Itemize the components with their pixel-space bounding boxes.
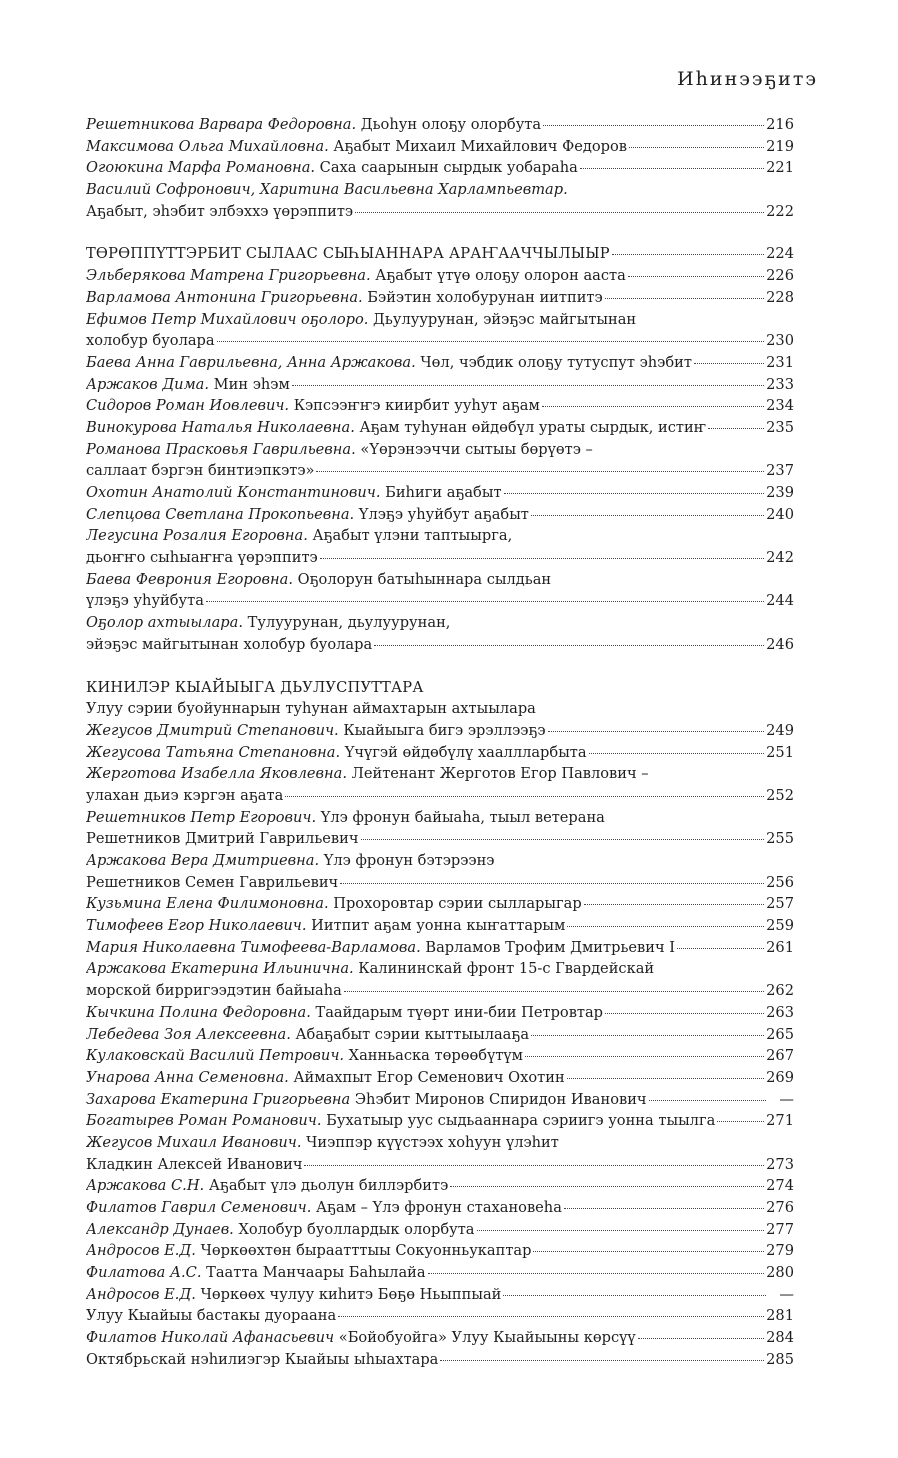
section-heading[interactable]: [86, 243, 794, 265]
entry-title: Ханньаска төрөөбүтүм: [344, 1047, 523, 1065]
dot-leader: [340, 883, 764, 884]
entry-title: Решетников Дмитрий Гаврильевич: [86, 830, 359, 848]
entry-text: [86, 1327, 636, 1349]
page-number: 242: [766, 549, 794, 567]
entry-title: Чөл, чэбдик олоҕу тутуспут эһэбит: [415, 353, 692, 371]
dot-leader: [543, 125, 764, 126]
toc-entry[interactable]: [86, 1197, 794, 1219]
toc-entry[interactable]: [86, 807, 794, 829]
entry-title: Дьулуурунан, эйэҕэс майгытынан: [368, 310, 637, 328]
entry-text: [86, 330, 215, 352]
dot-leader: [292, 385, 764, 386]
toc-entry[interactable]: [86, 958, 794, 980]
entry-text: [86, 698, 536, 720]
page-number: 231: [766, 353, 794, 371]
dot-leader: [531, 1035, 764, 1036]
running-head: Иһинээҕитэ: [677, 68, 818, 90]
entry-title: Саха саарынын сырдык уобараһа: [315, 159, 578, 177]
entry-title: «Үөрэнээччи сытыы бөрүөтэ –: [355, 440, 593, 458]
page-number: 255: [766, 830, 794, 848]
entry-text: [86, 136, 627, 158]
entry-author: Филатов Гаврил Семенович.: [86, 1199, 312, 1216]
entry-text: [86, 569, 551, 591]
page-number: 222: [766, 202, 794, 220]
entry-author: Аржакова С.Н.: [86, 1177, 205, 1195]
section-spacer: [86, 656, 794, 677]
entry-text: [86, 1197, 562, 1219]
page-number: 271: [766, 1112, 794, 1130]
toc-entry[interactable]: [86, 1240, 794, 1262]
entry-title: Варламов Трофим Дмитрьевич I: [420, 938, 676, 956]
toc-entry[interactable]: [86, 1154, 794, 1176]
toc-entry[interactable]: [86, 1067, 794, 1089]
entry-text: [86, 1219, 475, 1241]
page-number: 263: [766, 1003, 794, 1021]
entry-title: Мин эһэм: [209, 375, 290, 393]
entry-title: Биһиги аҕабыт: [380, 484, 502, 501]
page-number: 228: [766, 288, 794, 306]
dot-leader: [612, 254, 764, 255]
entry-title: Таатта Манчаары Баһылайа: [201, 1264, 426, 1282]
toc-entry[interactable]: [86, 893, 794, 915]
section-spacer: [86, 222, 794, 243]
entry-text: [86, 395, 540, 417]
dot-leader: [708, 428, 764, 429]
toc-entry[interactable]: [86, 872, 794, 894]
entry-title: Аҕабыт үлэ дьолун биллэрбитэ: [204, 1177, 449, 1195]
entry-text: [86, 1024, 529, 1046]
entry-text: [86, 1175, 448, 1197]
entry-author: Оҕолор ахтыылара.: [86, 614, 243, 632]
entry-title: «Бойобуойга» Улуу Кыайыыны көрсүү: [334, 1329, 636, 1347]
entry-title: Лейтенант Жерготов Егор Павлович –: [347, 765, 649, 783]
entry-author: Огоюкина Марфа Романовна.: [86, 159, 316, 177]
entry-text: [86, 1240, 531, 1262]
toc-entry[interactable]: [86, 1262, 794, 1284]
entry-title: Аҕабыт үлэни таптыырга,: [307, 527, 513, 545]
page-number: 221: [766, 159, 794, 177]
entry-author: Богатырев Роман Романович.: [86, 1112, 322, 1130]
entry-title: Үлэ фронун байыаһа, тыыл ветерана: [316, 808, 605, 826]
toc-entry[interactable]: [86, 157, 794, 179]
entry-title: морской бирригээдэтин байыаһа: [86, 982, 342, 1000]
entry-text: [86, 915, 565, 937]
entry-title: Аҕабыт, эһэбит элбэххэ үөрэппитэ: [86, 202, 354, 220]
page-number: —: [779, 1285, 794, 1303]
entry-author: Решетникова Варвара Федоровна.: [86, 116, 357, 133]
dot-leader: [316, 471, 764, 472]
toc-entry[interactable]: [86, 482, 794, 504]
entry-text: [86, 590, 204, 612]
page-number: 240: [766, 505, 794, 523]
entry-text: [86, 720, 546, 742]
page-number: 285: [766, 1350, 794, 1368]
toc-entry[interactable]: [86, 1327, 794, 1349]
entry-title: Бэйэтин холобурунан иитпитэ: [362, 288, 603, 306]
page-number: 274: [766, 1177, 794, 1195]
page-number: 252: [766, 786, 794, 804]
dot-leader: [605, 1013, 764, 1014]
page-number: 235: [766, 418, 794, 436]
toc-entry[interactable]: [86, 1024, 794, 1046]
page-number: 273: [766, 1155, 794, 1173]
toc-entry[interactable]: [86, 828, 794, 850]
page-number: 246: [766, 635, 794, 653]
entry-title: Аҕам – Үлэ фронун стахановеһа: [311, 1199, 562, 1216]
entry-text: [86, 265, 626, 287]
entry-title: үлэҕэ уһуйбута: [86, 592, 204, 610]
toc-entry[interactable]: [86, 1089, 794, 1111]
toc-entry[interactable]: [86, 1045, 794, 1067]
section-heading[interactable]: [86, 677, 794, 699]
entry-text: [86, 504, 529, 526]
dot-leader: [374, 645, 764, 646]
toc-entry[interactable]: [86, 763, 794, 785]
dot-leader: [217, 341, 765, 342]
dot-leader: [589, 753, 765, 754]
dot-leader: [503, 1295, 766, 1296]
entry-text: [86, 677, 424, 699]
entry-text: [86, 157, 578, 179]
entry-author: Баева Феврония Егоровна.: [86, 570, 293, 588]
dot-leader: [531, 515, 764, 516]
entry-text: [86, 460, 314, 482]
entry-author: Андросов Е.Д.: [86, 1285, 196, 1303]
toc-entry[interactable]: [86, 352, 794, 374]
entry-author: Кычкина Полина Федоровна.: [86, 1003, 311, 1021]
page-number: 234: [766, 397, 794, 415]
entry-text: [86, 309, 636, 331]
entry-author: Эльберякова Матрена Григорьевна.: [86, 267, 371, 285]
dot-leader: [361, 839, 765, 840]
toc-entry[interactable]: [86, 374, 794, 396]
entry-title: Бухатыыр уус сыдьааннара сэриигэ уонна тыылга: [321, 1112, 716, 1130]
page-number: 279: [766, 1242, 794, 1260]
dot-leader: [628, 276, 764, 277]
toc-entry[interactable]: [86, 720, 794, 742]
entry-author: Аржакова Вера Дмитриевна.: [86, 852, 320, 869]
entry-author: Унарова Анна Семеновна.: [86, 1068, 289, 1086]
entry-author: Жерготова Изабелла Яковлевна.: [86, 765, 348, 783]
dot-leader: [320, 558, 764, 559]
dot-leader: [504, 493, 765, 494]
entry-text: [86, 1284, 501, 1306]
dot-leader: [440, 1360, 764, 1361]
page-number: 249: [766, 721, 794, 739]
toc-entry[interactable]: [86, 1284, 794, 1306]
entry-text: [86, 1349, 438, 1371]
entry-author: Винокурова Наталья Николаевна.: [86, 418, 355, 436]
page-number: 262: [766, 982, 794, 1000]
entry-text: [86, 1067, 565, 1089]
toc-entry[interactable]: [86, 136, 794, 158]
entry-title: Кыайыыга бигэ эрэллээҕэ: [338, 721, 546, 739]
entry-text: [86, 893, 582, 915]
entry-text: [86, 547, 318, 569]
entry-author: Жегусов Дмитрий Степанович.: [86, 721, 339, 739]
entry-title: Эһэбит Миронов Спиридон Иванович: [350, 1090, 647, 1108]
entry-author: Жегусова Татьяна Степановна.: [86, 743, 341, 761]
entry-title: Таайдарым түөрт ини-бии Петровтар: [310, 1003, 604, 1021]
dot-leader: [677, 948, 764, 949]
toc-entry[interactable]: [86, 525, 794, 547]
entry-author: Андросов Е.Д.: [86, 1242, 196, 1260]
entry-title: Прохоровтар сэрии сылларыгар: [328, 895, 582, 913]
toc-entry[interactable]: [86, 201, 794, 223]
page-number: 256: [766, 873, 794, 891]
toc-entry[interactable]: [86, 1132, 794, 1154]
entry-text: [86, 958, 654, 980]
page-number: 239: [766, 484, 794, 501]
entry-author: Романова Прасковья Гаврильевна.: [86, 440, 356, 458]
entry-author: Филатов Николай Афанасьевич: [86, 1329, 335, 1347]
dot-leader: [605, 298, 764, 299]
page-number: 257: [766, 895, 794, 913]
dot-leader: [649, 1100, 766, 1101]
entry-author: Варламова Антонина Григорьевна.: [86, 288, 363, 306]
entry-author: Охотин Анатолий Константинович.: [86, 484, 381, 501]
toc-entry[interactable]: [86, 590, 794, 612]
toc-entry[interactable]: [86, 309, 794, 331]
entry-text: [86, 1154, 302, 1176]
entry-title: эйэҕэс майгытынан холобур буолара: [86, 635, 373, 653]
entry-title: Аҕабыт үтүө олоҕу олорон ааста: [370, 267, 626, 285]
entry-title: Иитпит аҕам уонна кыҥаттарым: [306, 917, 566, 935]
entry-text: [86, 201, 353, 223]
entry-text: [86, 1045, 523, 1067]
page-number: 284: [766, 1329, 794, 1347]
entry-text: [86, 872, 338, 894]
entry-text: [86, 937, 675, 959]
entry-text: [86, 612, 450, 634]
entry-author: Кулаковскай Василий Петрович.: [86, 1047, 345, 1065]
entry-title: Аҕабыт Михаил Михайлович Федоров: [328, 137, 627, 155]
dot-leader: [344, 991, 764, 992]
toc-entry[interactable]: [86, 1349, 794, 1371]
page-number: 224: [766, 245, 794, 263]
entry-text: [86, 807, 605, 829]
entry-text: [86, 1132, 559, 1154]
entry-text: [86, 1262, 426, 1284]
entry-text: [86, 417, 706, 439]
dot-leader: [304, 1165, 764, 1166]
entry-title: Үчүгэй өйдөбүлү хааллларбыта: [340, 743, 587, 761]
entry-text: [86, 1305, 336, 1327]
entry-author: Мария Николаевна Тимофеева-Варламова.: [86, 938, 421, 956]
entry-text: [86, 763, 649, 785]
entry-author: Жегусов Михаил Иванович.: [86, 1133, 302, 1151]
entry-title: Чөркөөхтөн быраатттыы Сокуонньукаптар: [195, 1242, 532, 1260]
toc-entry[interactable]: [86, 287, 794, 309]
entry-author: Решетников Петр Егорович.: [86, 808, 317, 826]
entry-text: [86, 243, 610, 265]
entry-title: холобур буолара: [86, 332, 215, 350]
toc-entry[interactable]: [86, 1110, 794, 1132]
entry-text: [86, 114, 541, 136]
entry-text: [86, 828, 359, 850]
page-number: 259: [766, 917, 794, 935]
entry-author: Филатова А.С.: [86, 1264, 202, 1282]
dot-leader: [694, 363, 764, 364]
entry-title: Абаҕабыт сэрии кыттыылааҕа: [290, 1025, 530, 1043]
entry-title: Тулуурунан, дьулуурунан,: [242, 614, 451, 632]
dot-leader: [206, 601, 764, 602]
toc-entry[interactable]: [86, 417, 794, 439]
page-number: 280: [766, 1264, 794, 1282]
entry-title: Чөркөөх чулуу киһитэ Бөҕө Ньыппыай: [195, 1285, 502, 1303]
page-number: 219: [766, 137, 794, 155]
entry-title: Кэпсээҥҥэ киирбит ууһут аҕам: [289, 397, 540, 415]
entry-text: [86, 374, 290, 396]
page-number: —: [779, 1090, 794, 1108]
entry-text: [86, 850, 494, 872]
dot-leader: [477, 1230, 765, 1231]
page-number: 265: [766, 1025, 794, 1043]
toc-entry[interactable]: [86, 937, 794, 959]
dot-leader: [285, 796, 764, 797]
dot-leader: [450, 1186, 764, 1187]
entry-author: Аржаков Дима.: [86, 375, 210, 393]
entry-text: [86, 482, 502, 504]
entry-title: Решетников Семен Гаврильевич: [86, 873, 339, 891]
entry-text: [86, 785, 283, 807]
entry-title: Холобур буоллардык олорбута: [233, 1220, 475, 1238]
entry-author: Кузьмина Елена Филимоновна.: [86, 895, 329, 913]
entry-author: Баева Анна Гаврильевна, Анна Аржакова.: [86, 353, 416, 371]
entry-text: [86, 1002, 603, 1024]
toc-entry[interactable]: [86, 1219, 794, 1241]
toc-entry[interactable]: [86, 114, 794, 136]
entry-author: Аржакова Екатерина Ильинична.: [86, 960, 354, 978]
entry-author: Захарова Екатерина Григорьевна: [86, 1090, 351, 1108]
dot-leader: [564, 1208, 764, 1209]
entry-author: Тимофеев Егор Николаевич.: [86, 917, 307, 935]
dot-leader: [580, 168, 764, 169]
page-number: 261: [766, 938, 794, 956]
toc-entry[interactable]: [86, 1175, 794, 1197]
toc-entry[interactable]: [86, 330, 794, 352]
entry-text: [86, 742, 587, 764]
page-number: 269: [766, 1068, 794, 1086]
dot-leader: [638, 1338, 765, 1339]
dot-leader: [525, 1056, 764, 1057]
toc-entry[interactable]: [86, 547, 794, 569]
dot-leader: [548, 731, 765, 732]
entry-title: Улуу сэрии буойуннарын туһунан аймахтарын ахтыылара: [86, 700, 536, 718]
entry-title: улахан дьиэ кэргэн аҕата: [86, 786, 284, 804]
dot-leader: [533, 1251, 764, 1252]
section-title: ТӨРӨППҮТТЭРБИТ СЫЛААС СЫҺЫАННАРА АРАҤААЧЧЫЛЫЫР: [86, 245, 610, 263]
entry-title: Оҕолорун батыһыннара сылдьан: [292, 570, 552, 588]
toc-entry[interactable]: [86, 179, 794, 201]
entry-title: Дьоһун олоҕу олорбута: [356, 116, 542, 133]
page-number: 251: [766, 743, 794, 761]
entry-title: Кладкин Алексей Иванович: [86, 1155, 303, 1173]
entry-title: Үлэ фронун бэтэрээнэ: [319, 852, 495, 869]
entry-text: [86, 439, 593, 461]
entry-text: [86, 525, 512, 547]
page-number: 281: [766, 1307, 794, 1325]
toc-entry[interactable]: [86, 742, 794, 764]
dot-leader: [338, 1316, 764, 1317]
toc-entry[interactable]: [86, 634, 794, 656]
dot-leader: [584, 904, 764, 905]
toc-entry[interactable]: [86, 980, 794, 1002]
entry-title: Аймахпыт Егор Семенович Охотин: [288, 1068, 565, 1086]
entry-author: Сидоров Роман Иовлевич.: [86, 397, 290, 415]
page-number: 244: [766, 592, 794, 610]
toc-entry[interactable]: [86, 395, 794, 417]
page-number: 226: [766, 267, 794, 285]
entry-author: Лебедева Зоя Алексеевна.: [86, 1025, 291, 1043]
toc-entry[interactable]: [86, 785, 794, 807]
entry-author: Ефимов Петр Михайлович оҕолоро.: [86, 310, 369, 328]
entry-title: Чиэппэр күүстээх хоһуун үлэһит: [301, 1133, 559, 1151]
toc-entry[interactable]: [86, 569, 794, 591]
entry-author: Александр Дунаев.: [86, 1220, 234, 1238]
entry-text: [86, 634, 372, 656]
entry-title: дьоҥҥо сыһыаҥҥа үөрэппитэ: [86, 549, 318, 567]
dot-leader: [629, 147, 764, 148]
entry-title: саллаат бэргэн бинтиэпкэтэ»: [86, 462, 315, 480]
page-number: 230: [766, 332, 794, 350]
entry-title: Үлэҕэ уһуйбут аҕабыт: [354, 505, 529, 523]
toc-entry[interactable]: [86, 698, 794, 720]
toc-entry[interactable]: [86, 460, 794, 482]
entry-text: [86, 179, 568, 201]
entry-title: Октябрьскай нэһилиэгэр Кыайыы ыһыахтара: [86, 1350, 439, 1368]
dot-leader: [567, 1078, 764, 1079]
dot-leader: [717, 1121, 764, 1122]
entry-text: [86, 1110, 715, 1132]
page-number: 237: [766, 462, 794, 480]
entry-text: [86, 287, 603, 309]
entry-author: Слепцова Светлана Прокопьевна.: [86, 505, 355, 523]
toc-entry[interactable]: [86, 612, 794, 634]
page-number: 276: [766, 1199, 794, 1216]
entry-author: Василий Софронович, Харитина Васильевна Харлампьевтар.: [86, 181, 568, 199]
dot-leader: [355, 212, 764, 213]
toc-entry[interactable]: [86, 850, 794, 872]
toc-entry[interactable]: [86, 504, 794, 526]
page-number: 216: [766, 116, 794, 133]
toc-entry[interactable]: [86, 915, 794, 937]
toc-entry[interactable]: [86, 1002, 794, 1024]
entry-title: Калининскай фронт 15-с Гвардейскай: [353, 960, 655, 978]
entry-title: Аҕам туһунан өйдөбүл ураты сырдык, истиҥ: [354, 418, 707, 436]
entry-text: [86, 352, 692, 374]
toc-entry[interactable]: [86, 439, 794, 461]
entry-text: [86, 980, 342, 1002]
dot-leader: [567, 926, 764, 927]
dot-leader: [428, 1273, 765, 1274]
toc-entry[interactable]: [86, 1305, 794, 1327]
page-number: 267: [766, 1047, 794, 1065]
entry-author: Максимова Ольга Михайловна.: [86, 137, 329, 155]
toc-entry[interactable]: [86, 265, 794, 287]
table-of-contents: [86, 114, 794, 1371]
page-number: 233: [766, 375, 794, 393]
entry-author: Легусина Розалия Егоровна.: [86, 527, 308, 545]
dot-leader: [542, 406, 764, 407]
section-title: КИНИЛЭР КЫАЙЫЫГА ДЬУЛУСПУТТАРА: [86, 678, 424, 696]
entry-text: [86, 1089, 647, 1111]
page-number: 277: [766, 1220, 794, 1238]
entry-title: Улуу Кыайыы бастакы дуораана: [86, 1307, 337, 1325]
